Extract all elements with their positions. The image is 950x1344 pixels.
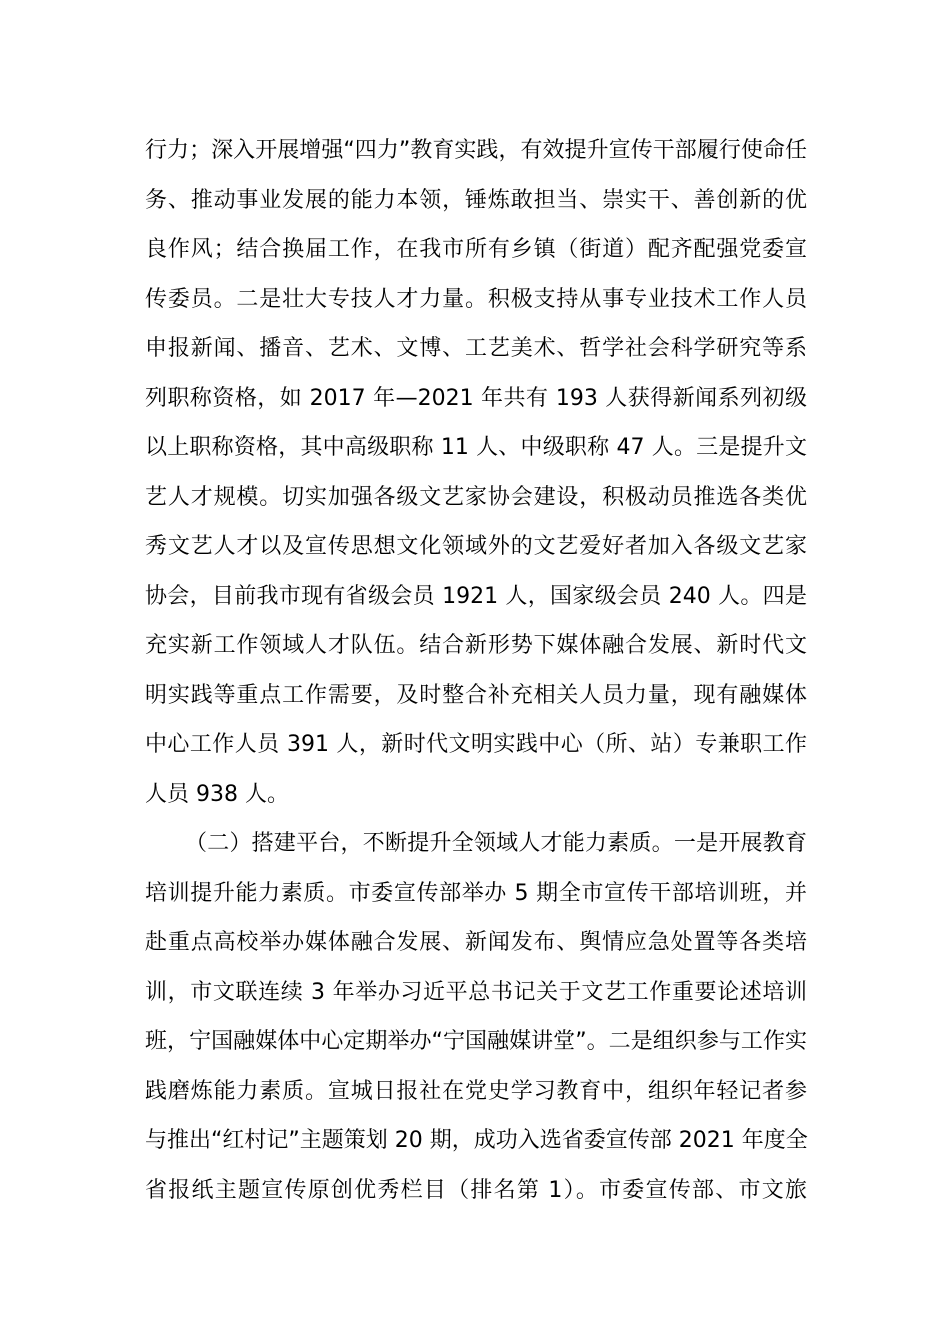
text-line: 秀文艺人才以及宣传思想文化领域外的文艺爱好者加入各级文艺家 bbox=[145, 534, 807, 559]
text-line: 申报新闻、播音、艺术、文博、工艺美术、哲学社会科学研究等系 bbox=[145, 336, 807, 361]
text-line: 中心工作人员 391 人，新时代文明实践中心（所、站）专兼职工作 bbox=[145, 732, 807, 757]
document-body bbox=[145, 126, 807, 1215]
text-line: 传委员。二是壮大专技人才力量。积极支持从事专业技术工作人员 bbox=[145, 286, 807, 312]
text-line: 赴重点高校举办媒体融合发展、新闻发布、舆情应急处置等各类培 bbox=[145, 930, 807, 955]
text-line: 以上职称资格，其中高级职称 11 人、中级职称 47 人。三是提升文 bbox=[145, 435, 807, 460]
text-line: 艺人才规模。切实加强各级文艺家协会建设，积极动员推选各类优 bbox=[145, 484, 807, 510]
text-line: 省报纸主题宣传原创优秀栏目（排名第 1）。市委宣传部、市文旅 bbox=[145, 1177, 807, 1203]
section-heading-line: （二）搭建平台，不断提升全领域人才能力素质。一是开展教育 bbox=[185, 831, 807, 856]
text-line: 班，宁国融媒体中心定期举办“宁国融媒讲堂”。二是组织参与工作实 bbox=[145, 1029, 807, 1054]
text-line: 务、推动事业发展的能力本领，锤炼敢担当、崇实干、善创新的优 bbox=[145, 187, 807, 213]
text-line: 践磨炼能力素质。宣城日报社在党史学习教育中，组织年轻记者参 bbox=[145, 1078, 807, 1104]
text-line: 与推出“红村记”主题策划 20 期，成功入选省委宣传部 2021 年度全 bbox=[145, 1128, 808, 1153]
text-line: 行力；深入开展增强“四力”教育实践，有效提升宣传干部履行使命任 bbox=[145, 138, 807, 163]
text-line: 充实新工作领域人才队伍。结合新形势下媒体融合发展、新时代文 bbox=[145, 633, 807, 658]
text-line: 良作风；结合换届工作，在我市所有乡镇（街道）配齐配强党委宣 bbox=[145, 237, 807, 262]
text-line: 培训提升能力素质。市委宣传部举办 5 期全市宣传干部培训班，并 bbox=[145, 880, 807, 906]
text-line: 训，市文联连续 3 年举办习近平总书记关于文艺工作重要论述培训 bbox=[145, 979, 807, 1005]
text-line: 明实践等重点工作需要，及时整合补充相关人员力量，现有融媒体 bbox=[145, 682, 807, 708]
paragraph-end-line: 人员 938 人。 bbox=[145, 781, 289, 807]
text-line: 列职称资格，如 2017 年—2021 年共有 193 人获得新闻系列初级 bbox=[145, 385, 807, 411]
text-line: 协会，目前我市现有省级会员 1921 人，国家级会员 240 人。四是 bbox=[145, 583, 807, 609]
